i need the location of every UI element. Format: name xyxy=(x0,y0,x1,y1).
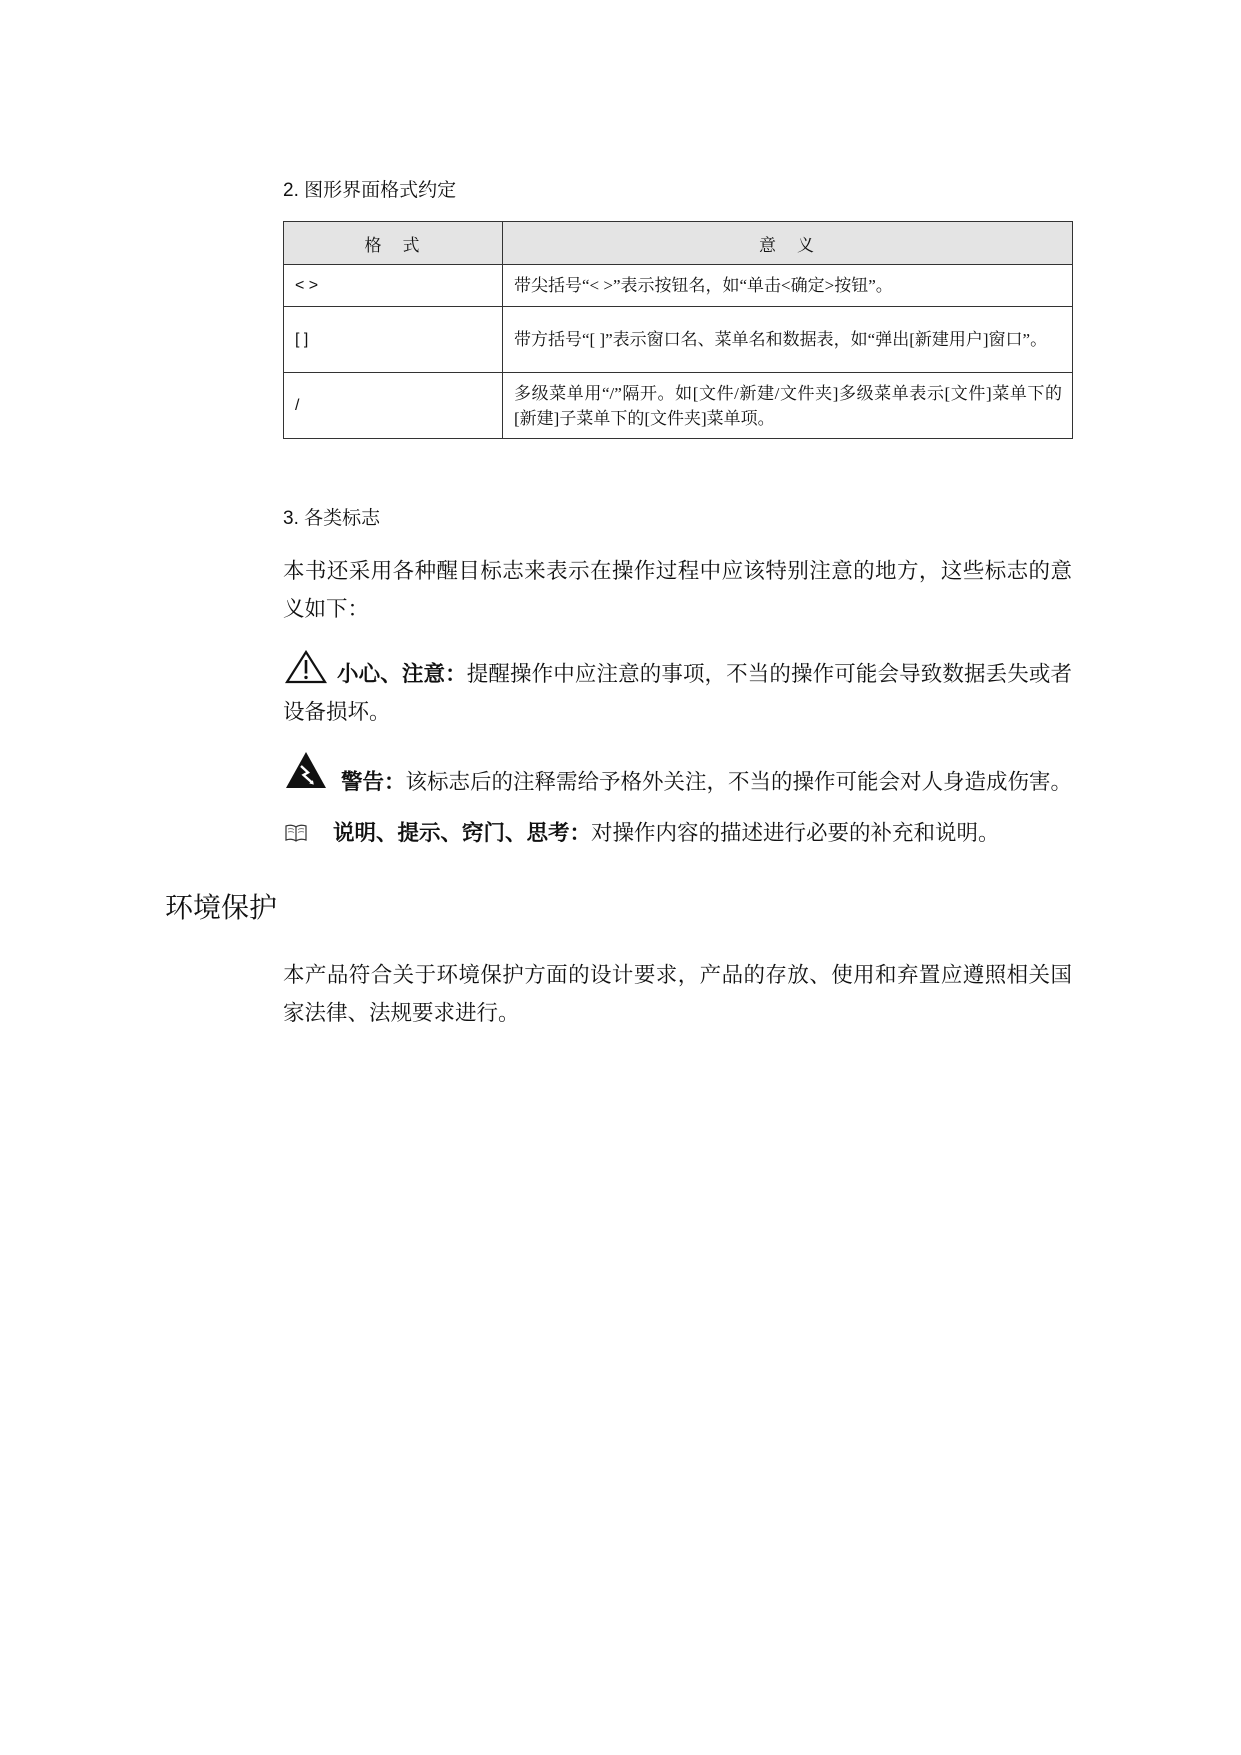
tip-text: 对操作内容的描述进行必要的补充和说明。 xyxy=(591,821,1000,845)
warning-text: 该标志后的注释需给予格外关注，不当的操作可能会对人身造成伤害。 xyxy=(405,770,1073,794)
format-cell: < > xyxy=(284,265,503,307)
table-row xyxy=(284,265,1073,307)
warning-note xyxy=(341,763,1072,801)
warning-label: 警告： xyxy=(341,770,406,794)
warning-icon xyxy=(285,751,327,789)
tip-label: 说明、提示、窍门、思考： xyxy=(333,821,592,845)
caution-text: 提醒操作中应注意的事项，不当的操作可能会导致数据丢失或者设备损坏。 xyxy=(283,662,1072,724)
environment-paragraph: 本产品符合关于环境保护方面的设计要求，产品的存放、使用和弃置应遵照相关国家法律、法规要求进行。 xyxy=(283,963,1072,1025)
caution-note xyxy=(283,655,1072,731)
format-cell: / xyxy=(284,373,503,439)
gui-conventions-heading: 2. 图形界面格式约定 xyxy=(283,180,457,201)
signs-heading: 3. 各类标志 xyxy=(283,508,381,529)
tip-note xyxy=(333,814,1072,852)
format-conventions-table xyxy=(283,221,1073,439)
note-book-icon xyxy=(285,824,307,842)
caution-label: 小心、注意： xyxy=(337,662,467,686)
table-row xyxy=(284,373,1073,439)
environment-heading: 环境保护 xyxy=(165,892,278,923)
meaning-cell: 带尖括号“< >”表示按钮名，如“单击<确定>按钮”。 xyxy=(503,265,1073,307)
table-header-row xyxy=(284,222,1073,265)
signs-intro-paragraph: 本书还采用各种醒目标志来表示在操作过程中应该特别注意的地方，这些标志的意义如下： xyxy=(283,559,1072,621)
meaning-cell: 带方括号“[ ]”表示窗口名、菜单名和数据表，如“弹出[新建用户]窗口”。 xyxy=(503,307,1073,373)
format-cell: [ ] xyxy=(284,307,503,373)
table-row xyxy=(284,307,1073,373)
column-header-meaning: 意 义 xyxy=(503,222,1073,265)
meaning-cell: 多级菜单用“/”隔开。如[文件/新建/文件夹]多级菜单表示[文件]菜单下的[新建]子菜单下的[文件夹]菜单项。 xyxy=(503,373,1073,439)
column-header-format: 格 式 xyxy=(284,222,503,265)
